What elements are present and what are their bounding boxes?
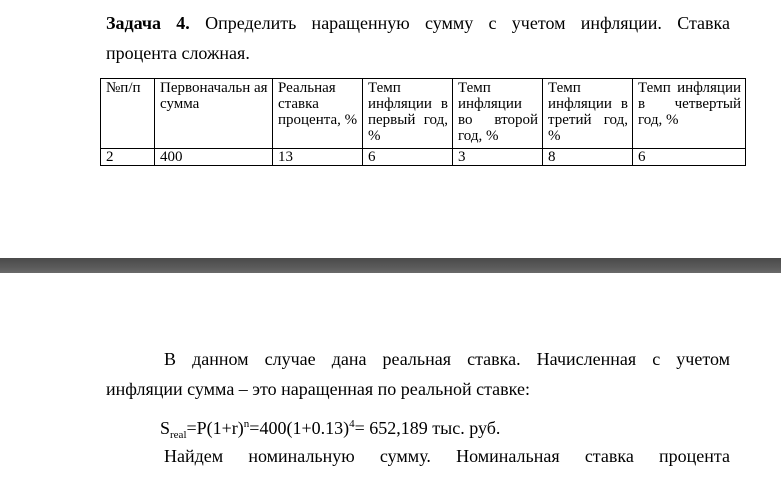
header-cell: Темп инфляции во второй год, %: [453, 79, 543, 149]
table-cell: 400: [155, 149, 273, 166]
formula: $S_{real}=P(1+r)^n=400(1+0.13)^4= 652,189$ тыс. руб.: [160, 418, 501, 441]
page-separator: [0, 258, 781, 273]
header-cell: Темп инфляции в третий год, %: [543, 79, 633, 149]
table-cell: 2: [101, 149, 155, 166]
table-row: [101, 149, 746, 166]
task-statement: [106, 8, 730, 68]
table-cell: 13: [273, 149, 363, 166]
solution-line-2: инфляции сумма – это наращенная по реальной ставке:: [106, 379, 530, 399]
header-cell: №п/п: [101, 79, 155, 149]
header-cell: Темп инфляции в первый год, %: [363, 79, 453, 149]
nominal-line-1: Найдем номинальную сумму. Номинальная ставка процента: [164, 446, 730, 466]
data-table: [100, 78, 746, 166]
header-cell: Первоначальн ая сумма: [155, 79, 273, 149]
solution-line-1: В данном случае дана реальная ставка. Начисленная с учетом: [164, 349, 730, 369]
task-line-1: Задача 4. Определить наращенную сумму с учетом инфляции. Ставка: [106, 13, 730, 33]
solution-paragraph: [106, 344, 730, 404]
table-cell: 6: [363, 149, 453, 166]
table-header-row: [101, 79, 746, 149]
nominal-paragraph: [106, 441, 730, 471]
table-cell: 6: [633, 149, 746, 166]
table-cell: 3: [453, 149, 543, 166]
task-line-2: процента сложная.: [106, 43, 250, 63]
task-label: Задача 4.: [106, 13, 190, 33]
header-cell: Реальная ставка процента, %: [273, 79, 363, 149]
table-cell: 8: [543, 149, 633, 166]
header-cell: Темп инфляции в четвертый год, %: [633, 79, 746, 149]
